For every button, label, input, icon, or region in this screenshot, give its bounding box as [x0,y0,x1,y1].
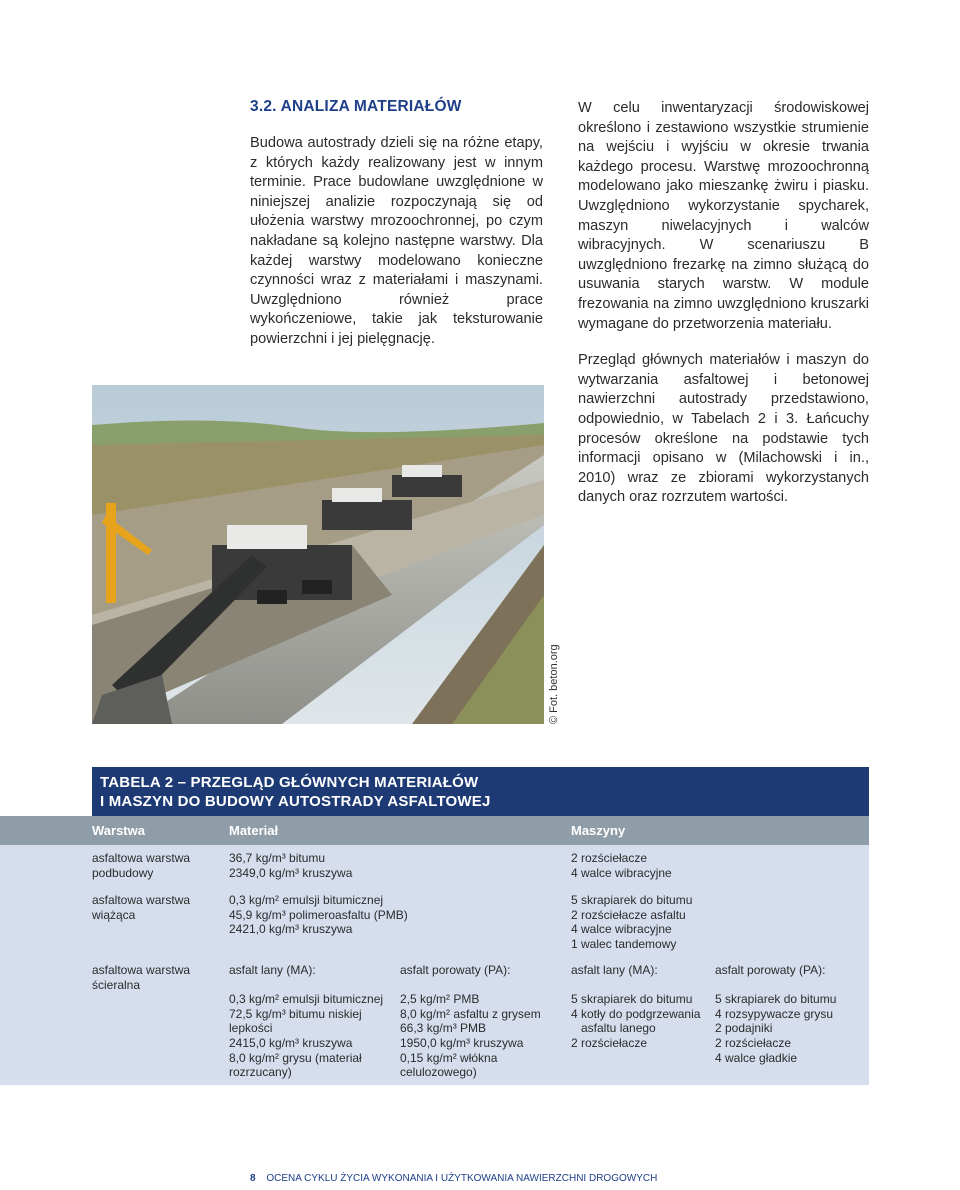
cell-text: asfalt lany (MA): [229,963,316,977]
table-row-3-material-pa [400,963,541,1080]
cell-text: 5 skrapiarek do bitumu [571,893,693,907]
right-paragraph-2: Przegląd głównych materiałów i maszyn do wytwarzania asfaltowej i betonowej nawierzchni autostrady przedstawiono, odpowiednio, w Tabelach 2 i 3. Łańcuchy procesów określone na podstawie tych informacji opisano w (Milachowski i in., 2010) wraz ze zbiorami wykorzystanych danych oraz rozrzutem wartości. [578,352,869,506]
cell-text: wiążąca [92,907,136,922]
table-title-line-2: I MASZYN DO BUDOWY AUTOSTRADY ASFALTOWEJ [100,793,491,810]
cell-text: rozrzucany) [229,1065,292,1080]
cell-text [400,978,541,993]
cell-text: asfaltowa warstwa [92,851,191,865]
cell-text: 0,3 kg/m² emulsji bitumicznej [229,893,384,907]
footer-title: OCENA CYKLU ŻYCIA WYKONANIA I UŻYTKOWANIA NAWIERZCHNI DROGOWYCH [266,1173,658,1184]
table-title-line-1: TABELA 2 – PRZEGLĄD GŁÓWNYCH MATERIAŁÓW [100,774,479,791]
table-row-2-material [229,893,408,937]
table-row-2-layer [92,893,190,922]
header-machines: Maszyny [571,823,626,838]
table-row-3-layer [92,963,190,992]
header-material: Materiał [229,823,279,838]
cell-text: 1 walec tandemowy [571,936,677,951]
section-heading: 3.2. ANALIZA MATERIAŁÓW [250,98,462,115]
table-row-3-machines-ma [571,963,700,1051]
table-row-3-material-ma [229,963,383,1080]
cell-text: 2 rozściełacze [571,851,648,865]
cell-text: 4 rozsypywacze grysu [715,1006,834,1021]
cell-text: 8,0 kg/m² asfaltu z grysem [400,1006,541,1021]
table-title [92,767,869,816]
cell-text: asfalt lany (MA): [571,963,658,977]
cell-text [571,978,700,993]
cell-text: 2,5 kg/m² PMB [400,992,480,1007]
table-row-3-machines-pa [715,963,836,1065]
cell-text: asfalt porowaty (PA): [400,963,511,977]
cell-text: asfaltowa warstwa [92,893,191,907]
right-paragraph-1: W celu inwentaryzacji środowiskowej określono i zestawiono wszystkie strumienie na wejściu i wyjściu w okresie trwania każdego procesu. Warstwę mrozoochronną modelowano jako mieszankę żwiru i piasku. Uwzględniono wykorzystanie spycharek, maszyn niwelacyjnych i walców wibracyjnych. W scenariuszu B uwzględniono frezarkę na zimno służącą do usuwania starych warstw. W module frezowania na zimno uwzględniono kruszarki wymagane do przetworzenia materiału. [578,100,869,332]
cell-text: 5 skrapiarek do bitumu [571,992,693,1007]
photo-credit-text: © Fot. beton.org [548,644,560,724]
right-text-column [578,99,869,525]
cell-text: 2 rozściełacze [571,1035,648,1050]
cell-text: 4 walce wibracyjne [571,922,672,937]
table-row-2-machines [571,893,692,951]
cell-text: celulozowego) [400,1065,477,1080]
cell-text: 66,3 kg/m³ PMB [400,1021,487,1036]
cell-text: 2 rozściełacze [715,1035,792,1050]
cell-text: 4 walce gładkie [715,1050,798,1065]
page-number: 8 [250,1173,256,1184]
cell-text: 36,7 kg/m³ bitumu [229,851,326,865]
table-row-1-machines [571,851,672,880]
cell-text: 2349,0 kg/m³ kruszywa [229,865,353,880]
cell-text: ścieralna [92,977,141,992]
cell-text: 45,9 kg/m³ polimeroasfaltu (PMB) [229,907,408,922]
cell-text: 8,0 kg/m² grysu (materiał [229,1050,362,1065]
cell-text: asfaltowa warstwa [92,963,191,977]
table-row-1-material [229,851,352,880]
cell-text: 2421,0 kg/m³ kruszywa [229,922,353,937]
table-row-1-layer [92,851,190,880]
cell-text: 72,5 kg/m³ bitumu niskiej [229,1006,362,1021]
cell-text [229,978,383,993]
cell-text: 2415,0 kg/m³ kruszywa [229,1035,353,1050]
cell-text: 2 rozściełacze asfaltu [571,907,686,922]
cell-text: lepkości [229,1021,273,1036]
photo-credit [546,644,562,724]
cell-text: podbudowy [92,865,154,880]
cell-text: 5 skrapiarek do bitumu [715,992,837,1007]
cell-text: 2 podajniki [715,1021,773,1036]
left-text-column [250,134,543,367]
page-footer [250,1173,657,1184]
cell-text: 1950,0 kg/m³ kruszywa [400,1035,524,1050]
construction-photo [92,385,544,724]
left-paragraph-1: Budowa autostrady dzieli się na różne etapy, z których każdy realizowany jest w innym terminie. Prace budowlane uwzględnione w niniejszej analizie rozpoczynają się od ułożenia warstwy mrozoochronnej, po czym nakładane są kolejno następne warstwy. Dla każdej warstwy modelowano konieczne czynności wraz z materiałami i maszynami. Uwzględniono również prace wykończeniowe, takie jak teksturowanie powierzchni i jej pielęgnację. [250,135,543,347]
cell-text: 4 walce wibracyjne [571,865,672,880]
table-body [0,845,869,1085]
cell-text: asfalt porowaty (PA): [715,963,826,977]
cell-text: asfaltu lanego [571,1021,656,1036]
cell-text: 0,3 kg/m² emulsji bitumicznej [229,992,384,1007]
cell-text: 0,15 kg/m² włókna [400,1050,498,1065]
cell-text [715,978,836,993]
cell-text: 4 kotły do podgrzewania [571,1006,701,1021]
table-header-row [0,816,869,845]
header-layer: Warstwa [92,823,145,838]
